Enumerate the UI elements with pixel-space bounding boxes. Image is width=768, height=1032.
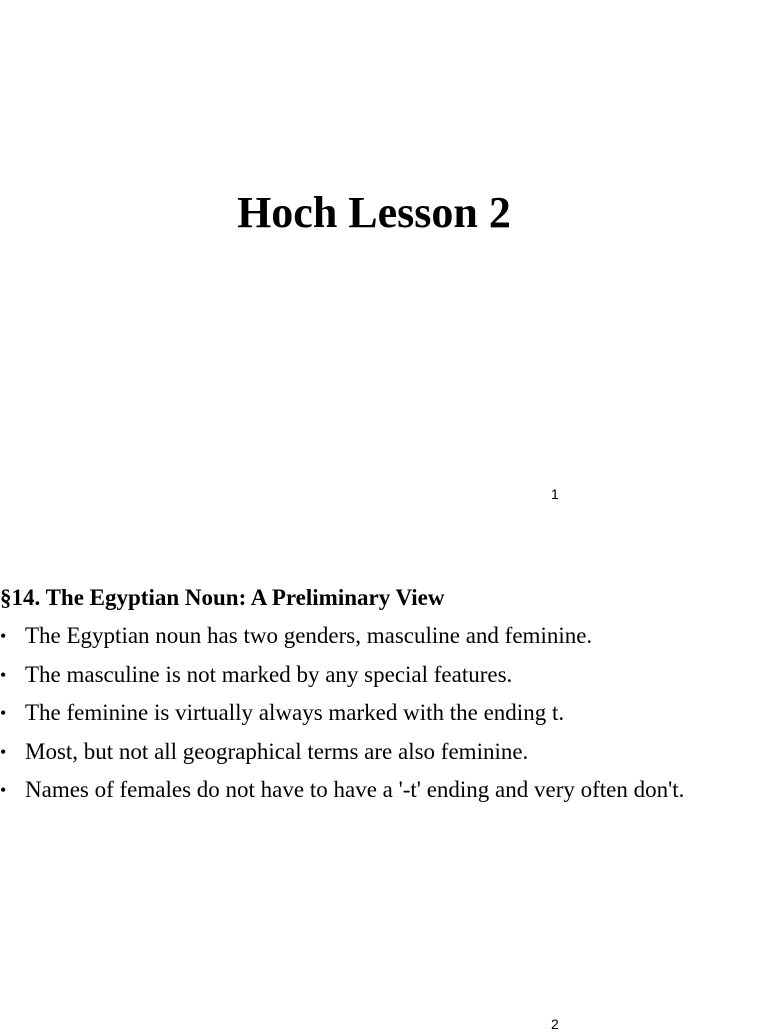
bullet-item xyxy=(0,775,768,814)
section-heading: §14. The Egyptian Noun: A Preliminary View xyxy=(0,585,445,610)
bullet-item xyxy=(0,660,768,699)
bullet-icon: • xyxy=(0,664,7,685)
bullet-item xyxy=(0,621,768,660)
bullet-text: The feminine is virtually always marked with the ending t. xyxy=(25,700,565,725)
bullet-list xyxy=(0,621,768,814)
bullet-item xyxy=(0,698,768,737)
page-number: 2 xyxy=(551,1016,559,1032)
bullet-icon: • xyxy=(0,741,7,762)
bullet-text: Most, but not all geographical terms are also feminine. xyxy=(25,738,529,764)
page-number: 1 xyxy=(551,486,559,502)
bullet-text: Names of females do not have to have a '-t' ending and very often don't. xyxy=(25,777,685,802)
bullet-text: The masculine is not marked by any special features. xyxy=(25,661,513,687)
bullet-text: The Egyptian noun has two genders, masculine and feminine. xyxy=(25,623,593,648)
bullet-icon: • xyxy=(0,780,7,800)
bullet-icon: • xyxy=(0,626,7,646)
bullet-icon: • xyxy=(0,703,7,723)
slide-title: Hoch Lesson 2 xyxy=(237,188,511,237)
bullet-item xyxy=(0,737,768,776)
